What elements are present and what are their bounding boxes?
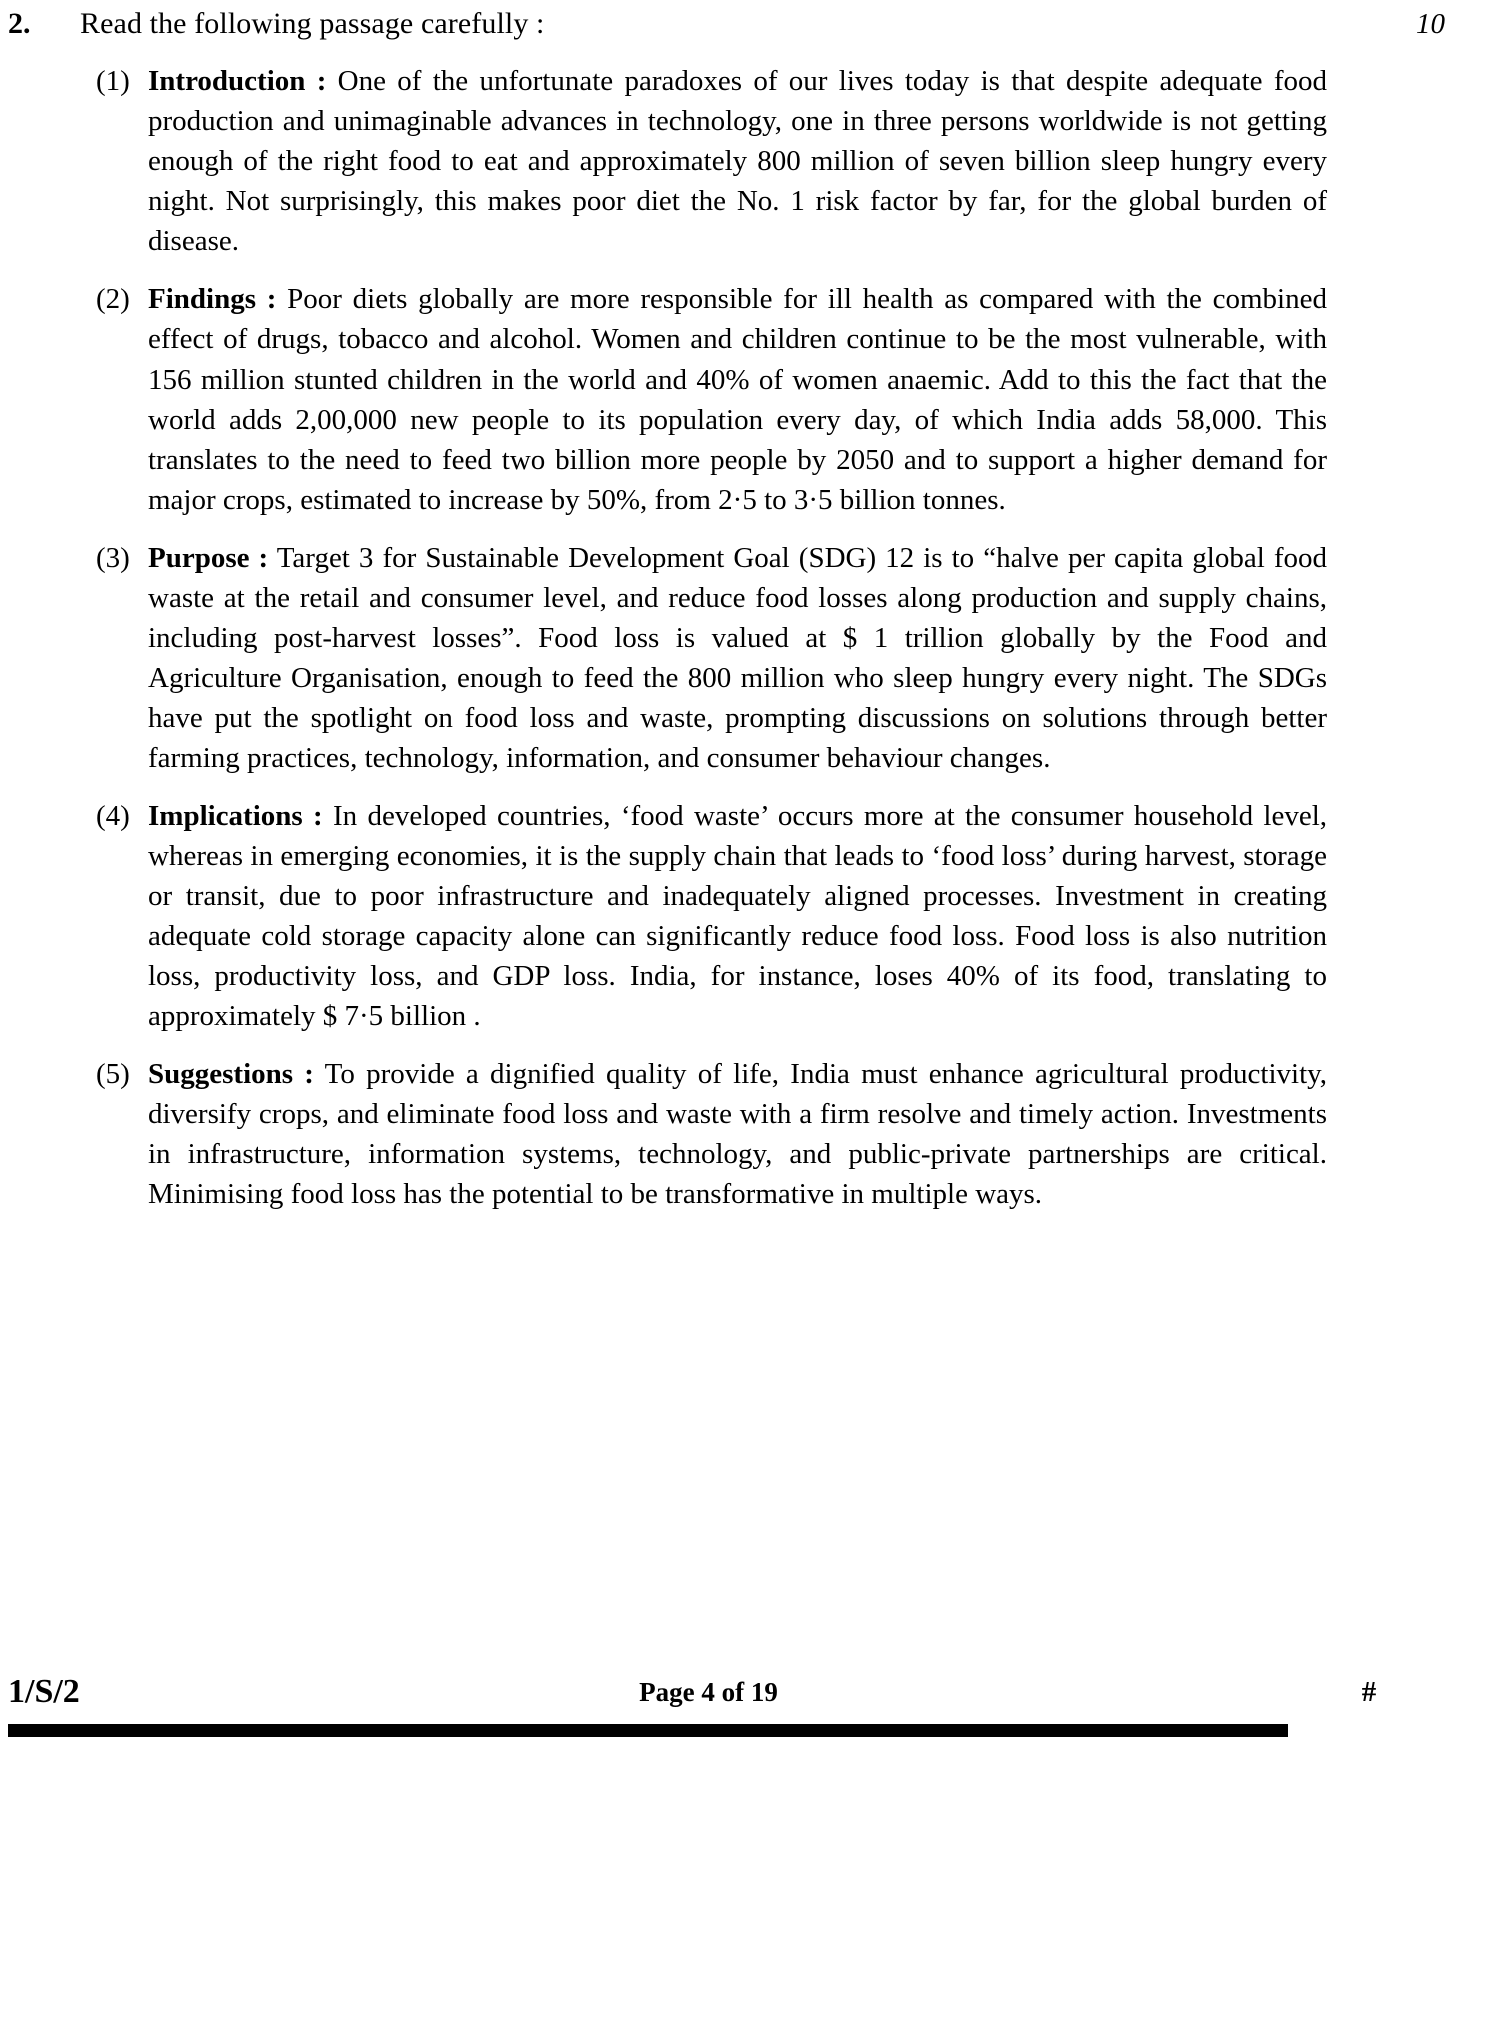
passage-paragraphs	[0, 61, 1505, 1213]
passage-paragraph	[0, 61, 1505, 261]
question-marks: 10	[1416, 8, 1445, 40]
paragraph-body	[148, 796, 1327, 1036]
paragraph-text: One of the unfortunate paradoxes of our lives today is that despite adequate food production and unimaginable advances in technology, one in three persons worldwide is not getting enough of the right food to eat and approximately 800 million of seven billion sleep hungry every night. Not surprisingly, this makes poor diet the No. 1 risk factor by far, for the global burden of disease.	[148, 65, 1327, 258]
passage-paragraph	[0, 796, 1505, 1036]
paragraph-marker: (3)	[96, 541, 130, 574]
paragraph-body	[148, 538, 1327, 778]
paragraph-body	[148, 61, 1327, 261]
paragraph-body	[148, 279, 1327, 519]
paragraph-text: Poor diets globally are more responsible for ill health as compared with the combined effect of drugs, tobacco and alcohol. Women and children continue to be the most vulnerable, with 156 million stunted children in the world and 40% of women anaemic. Add to this the fact that the world adds 2,00,000 new people to its population every day, of which India adds 58,000. This translates to the need to feed two billion more people by 2050 and to support a higher demand for major crops, estimated to increase by 50%, from 2·5 to 3·5 billion tonnes.	[148, 283, 1327, 516]
passage-paragraph	[0, 1054, 1505, 1214]
paragraph-lead: Implications :	[148, 799, 323, 832]
paragraph-marker: (1)	[96, 65, 130, 98]
paper-code: 1/S/2	[8, 1673, 80, 1710]
page-number-label: Page 4 of 19	[639, 1676, 778, 1707]
paragraph-text: In developed countries, ‘food waste’ occurs more at the consumer household level, whereas in emerging economies, it is the supply chain that leads to ‘food loss’ during harvest, storage or transit, due to poor infrastructure and inadequately aligned processes. Investment in creating adequate cold storage capacity alone can significantly reduce food loss. Food loss is also nutrition loss, productivity loss, and GDP loss. India, for instance, loses 40% of its food, translating to approximately $ 7·5 billion .	[148, 799, 1328, 1032]
paragraph-lead: Introduction :	[148, 65, 327, 98]
paragraph-marker: (2)	[96, 283, 130, 316]
paragraph-text: Target 3 for Sustainable Development Goal (SDG) 12 is to “halve per capita global food waste at the retail and consumer level, and reduce food losses along production and supply chains, including post-harvest losses”. Food loss is valued at $ 1 trillion globally by the Food and Agriculture Organisation, enough to feed the 800 million who sleep hungry every night. The SDGs have put the spotlight on food loss and waste, prompting discussions on solutions through better farming practices, technology, information, and consumer behaviour changes.	[148, 541, 1327, 774]
question-header	[0, 2, 1505, 41]
end-mark: #	[1361, 1675, 1377, 1708]
footer-divider-rule	[8, 1724, 1288, 1737]
question-number: 2.	[8, 7, 31, 40]
passage-paragraph	[0, 279, 1505, 519]
question-stem: Read the following passage carefully :	[80, 7, 545, 40]
paragraph-body	[148, 1054, 1327, 1214]
paragraph-lead: Findings :	[148, 283, 277, 316]
paragraph-text: To provide a dignified quality of life, India must enhance agricultural productivity, diversify crops, and eliminate food loss and waste with a firm resolve and timely action. Investments in infrastructure, information systems, technology, and public-private partnerships are critical. Minimising food loss has the potential to be transformative in multiple ways.	[148, 1057, 1328, 1210]
paragraph-marker: (5)	[96, 1057, 130, 1090]
page-footer	[0, 1662, 1505, 1722]
passage-paragraph	[0, 538, 1505, 778]
paragraph-lead: Suggestions :	[148, 1057, 314, 1090]
paragraph-marker: (4)	[96, 799, 130, 832]
paragraph-lead: Purpose :	[148, 541, 269, 574]
